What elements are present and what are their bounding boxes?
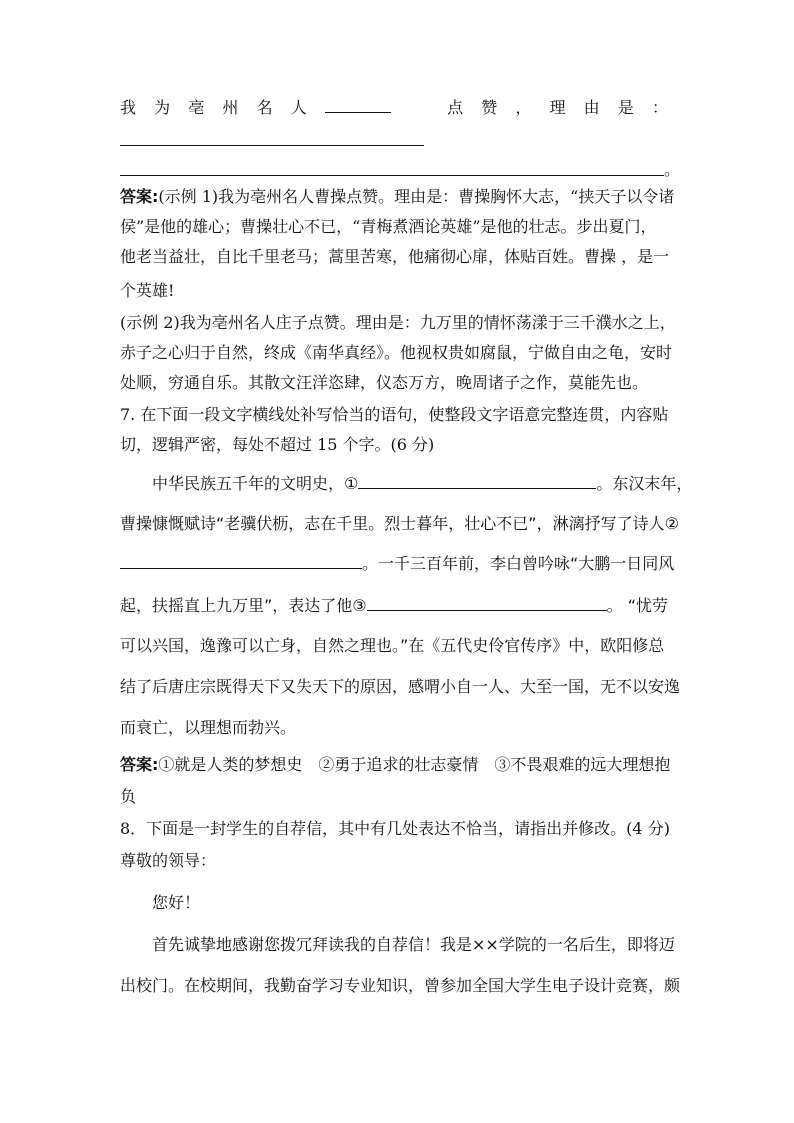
q6-char: 我 <box>120 98 137 117</box>
q8-salutation: 尊敬的领导： <box>120 851 217 870</box>
q8-title: 8．下面是一封学生的自荐信，其中有几处表达不恰当，请指出并修改。(4 分) <box>120 819 670 838</box>
text-line: 侯”是他的雄心；曹操壮心不已，“青梅煮酒论英雄”是他的壮志。步出夏门， <box>120 217 657 236</box>
q6-char: 点 <box>447 98 464 117</box>
q6-char: ： <box>651 98 668 117</box>
answer-label: 答案: <box>120 187 159 206</box>
text-line: 他老当益壮，自比千里老马；蒿里苦寒，他痛彻心扉，体贴百姓。曹操 ，是一 <box>120 247 670 266</box>
q6-char: 是 <box>617 98 634 117</box>
q6-char: 名 <box>256 98 273 117</box>
text-line: 个英雄! <box>120 281 175 300</box>
q7-para-line: 结了后唐庄宗既得天下又失天下的原因，感喟小自一人、大至一国，无不以安逸 <box>120 677 681 696</box>
q8-greeting: 您好！ <box>152 893 201 912</box>
q6-answer-blank-1[interactable] <box>120 145 424 146</box>
q7-para-line: 曹操慷慨赋诗“老骥伏枥，志在千里。烈士暮年，壮心不已”，淋漓抒写了诗人② <box>120 514 679 533</box>
q7-blank-1[interactable] <box>358 474 596 489</box>
text-line: 赤子之心归于自然，终成《南华真经》。他视权贵如腐鼠，宁做自由之龟，安时 <box>120 343 673 362</box>
q6-char: ， <box>515 98 532 117</box>
q6-char: 赞 <box>481 98 498 117</box>
q7-para-line: 而衰亡，以理想而勃兴。 <box>120 718 297 737</box>
q7-para-line: 。一千三百年前，李白曾吟咏“大鹏一日同风 <box>120 554 674 574</box>
q8-body-line: 出校门。在校期间，我勤奋学习专业知识，曾参加全国大学生电子设计竞赛，颇 <box>120 976 681 995</box>
q7-para-line: 可以兴国，逸豫可以亡身，自然之理也。”在《五代史伶官传序》中，欧阳修总 <box>120 636 665 655</box>
q6-char: 为 <box>154 98 171 117</box>
q6-prompt-line <box>120 98 668 118</box>
q8-body-line: 首先诚挚地感谢您拨冗拜读我的自荐信！我是××学院的一名后生，即将迈 <box>152 935 675 954</box>
text-line: (示例 2)我为亳州名人庄子点赞。理由是：九万里的情怀荡漾于三千濮水之上， <box>120 313 676 332</box>
q7-blank-2[interactable] <box>120 554 362 569</box>
q6-char: 州 <box>222 98 239 117</box>
answer-label: 答案: <box>120 755 159 774</box>
text-line: 处顺，穷通自乐。其散文汪洋恣肆，仪态万方，晚周诸子之作，莫能先也。 <box>120 373 649 392</box>
q6-name-blank[interactable] <box>325 98 391 113</box>
q7-blank-3[interactable] <box>367 596 607 611</box>
q7-para-line: 中华民族五千年的文明史，① 。东汉末年， <box>152 474 693 493</box>
q7-answer-line: 答案:①就是人类的梦想史 ②勇于追求的壮志豪情 ③不畏艰难的远大理想抱 <box>120 755 671 774</box>
q6-answer-line <box>120 187 674 207</box>
text-line: (示例 1)我为亳州名人曹操点赞。理由是：曹操胸怀大志，“挟天子以令诸 <box>158 187 675 206</box>
q6-answer-blank-2[interactable] <box>120 175 664 176</box>
q6-char: 理 <box>549 98 566 117</box>
q6-char: 人 <box>290 98 307 117</box>
q7-title-line: 7. 在下面一段文字横线处补写恰当的语句，使整段文字语意完整连贯，内容贴 <box>120 405 669 424</box>
q6-char: 由 <box>583 98 600 117</box>
q7-answer-line: 负 <box>120 787 137 806</box>
q6-char: 亳 <box>188 98 205 117</box>
q7-para-line: 起，扶摇直上九万里”，表达了他③ 。 “忧劳 <box>120 596 669 615</box>
q6-end-mark: 。 <box>664 160 681 179</box>
q7-title-line: 切，逻辑严密，每处不超过 15 个字。(6 分) <box>120 435 435 454</box>
